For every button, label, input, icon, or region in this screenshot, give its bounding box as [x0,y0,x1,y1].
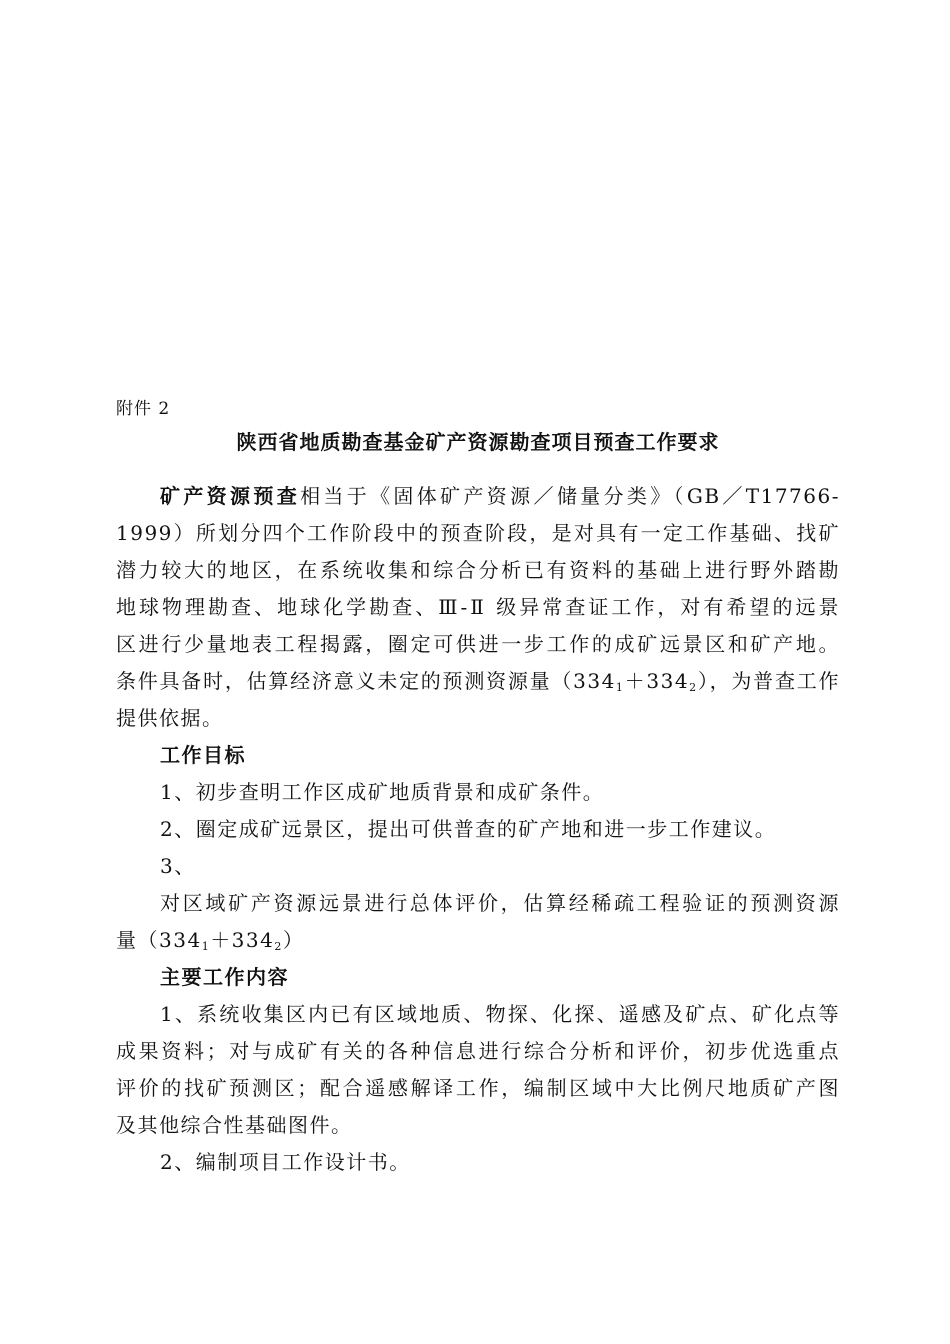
content-item-1-line-1: 1、系统收集区内已有区域地质、物探、化探、遥感及矿点、矿化点等 [160,1002,840,1026]
content-item-2: 2、编制项目工作设计书。 [160,1150,411,1174]
goal-item-3-line-2-c: ） [282,928,305,952]
intro-line-3: 潜力较大的地区，在系统收集和综合分析已有资料的基础上进行野外踏勘 [116,558,840,582]
goal-item-3-line-2-a: 量（334 [116,928,202,952]
document-title: 陕西省地质勘查基金矿产资源勘查项目预查工作要求 [236,430,720,454]
content-item-1-line-3: 评价的找矿预测区；配合遥感解译工作，编制区域中大比例尺地质矿产图 [116,1076,840,1100]
intro-line-7: 提供依据。 [116,706,224,730]
document-body [116,478,840,1181]
goals-heading: 工作目标 [160,743,246,767]
subscript: 1 [615,681,625,694]
goal-item-2: 2、圈定成矿远景区，提出可供普查的矿产地和进一步工作建议。 [160,817,777,841]
intro-line-6-a: 条件具备时，估算经济意义未定的预测资源量（334 [116,669,616,693]
intro-line-6-c: ），为普查工作 [697,669,840,693]
intro-lead-term: 矿产资源预查 [160,484,301,508]
intro-line-4: 地球物理勘查、地球化学勘查、Ⅲ-Ⅱ 级异常查证工作，对有希望的远景 [116,595,840,619]
content-item-1-line-2: 成果资料；对与成矿有关的各种信息进行综合分析和评价，初步优选重点 [116,1039,840,1063]
intro-line-6-b: ＋334 [624,669,690,693]
content-item-1-line-4: 及其他综合性基础图件。 [116,1113,353,1137]
subscript: 2 [689,681,698,694]
subscript: 2 [274,940,283,953]
intro-line-1 [116,478,840,515]
goal-item-1: 1、初步查明工作区成矿地质背景和成矿条件。 [160,780,605,804]
subscript: 1 [201,940,211,953]
goal-item-3-line-2-b: ＋334 [210,928,275,952]
intro-line-2: 1999）所划分四个工作阶段中的预查阶段，是对具有一定工作基础、找矿 [116,521,840,545]
intro-line-1-text: 相当于《固体矿产资源／储量分类》（GB／T17766- [300,484,840,508]
goal-item-3-line-2 [116,922,840,959]
intro-line-6 [116,663,840,700]
goal-item-3: 3、 [160,854,196,878]
attachment-label: 附件 2 [116,399,171,419]
goal-item-3-line-1: 对区域矿产资源远景进行总体评价，估算经稀疏工程验证的预测资源 [160,891,840,915]
intro-line-5: 区进行少量地表工程揭露，圈定可供进一步工作的成矿远景区和矿产地。 [116,632,840,656]
content-heading: 主要工作内容 [160,965,289,989]
